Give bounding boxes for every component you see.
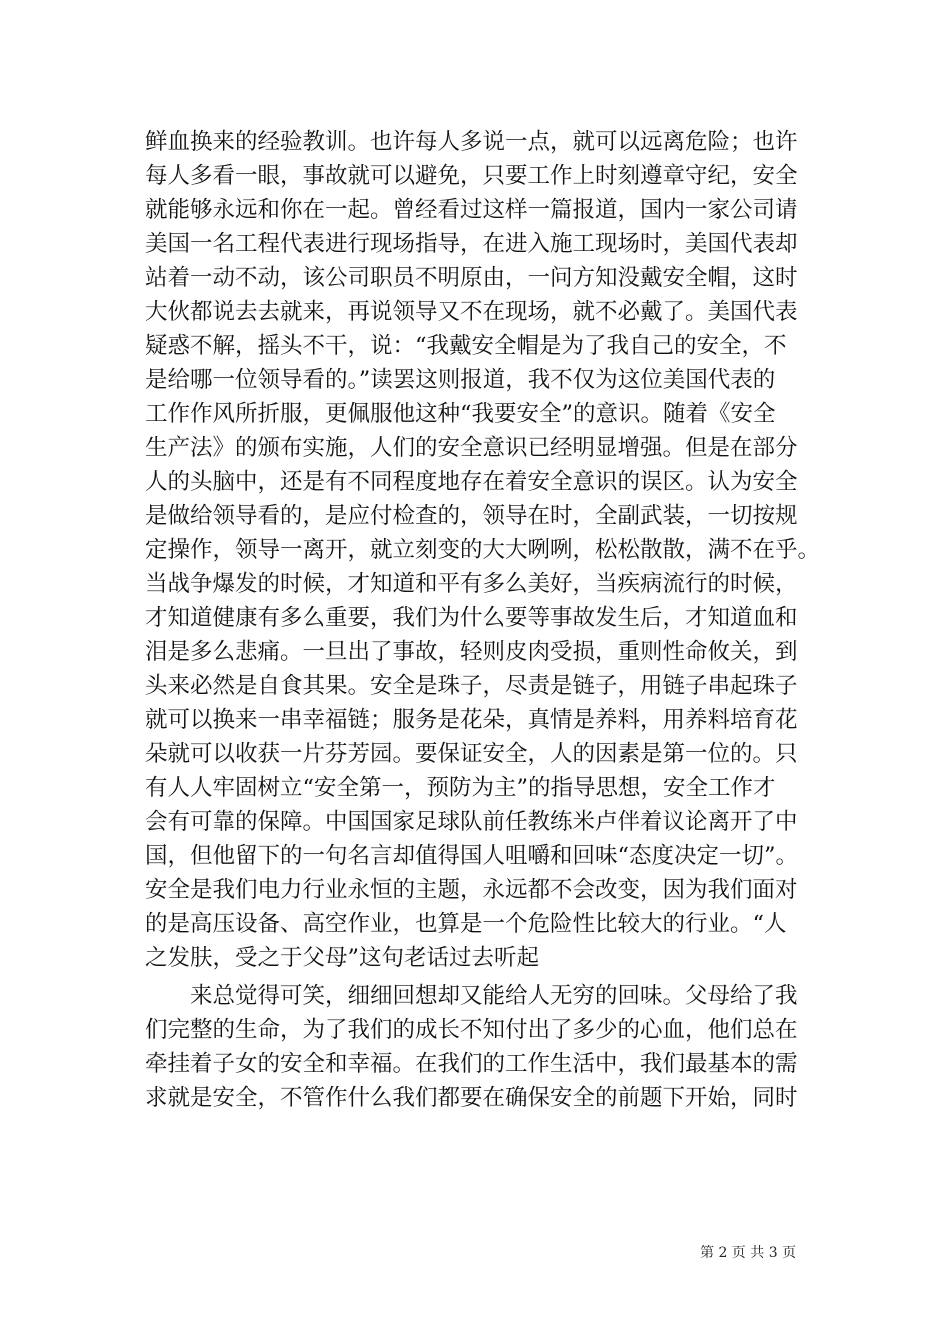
text-line: 人的头脑中，还是有不同程度地存在着安全意识的误区。认为安全 — [145, 469, 798, 495]
text-line: 朵就可以收获一片芬芳园。要保证安全，人的因素是第一位的。只 — [145, 741, 798, 767]
text-line: 美国一名工程代表进行现场指导，在进入施工现场时，美国代表却 — [145, 231, 798, 257]
text-line: 是做给领导看的，是应付检查的，领导在时，全副武装，一切按规 — [145, 503, 798, 529]
text-line: 每人多看一眼，事故就可以避免，只要工作上时刻遵章守纪，安全 — [145, 163, 798, 189]
text-line: 牵挂着子女的安全和幸福。在我们的工作生活中，我们最基本的需 — [145, 1051, 798, 1077]
text-line: 工作作风所折服，更佩服他这种“我要安全”的意识。随着《安全 — [145, 401, 776, 427]
text-line: 站着一动不动，该公司职员不明原由，一问方知没戴安全帽，这时 — [145, 265, 798, 291]
text-line: 会有可靠的保障。中国国家足球队前任教练米卢伴着议论离开了中 — [145, 809, 798, 835]
text-line: 有人人牢固树立“安全第一，预防为主”的指导思想，安全工作才 — [145, 775, 776, 801]
text-line: 疑惑不解，摇头不干，说：“我戴安全帽是为了我自己的安全，不 — [145, 333, 787, 359]
text-line: 大伙都说去去就来，再说领导又不在现场，就不必戴了。美国代表 — [145, 299, 798, 325]
text-line: 之发肤，受之于父母”这句老话过去听起 — [145, 945, 540, 971]
text-line: 当战争爆发的时候，才知道和平有多么美好，当疾病流行的时候， — [145, 571, 798, 597]
text-line: 国，但他留下的一句名言却值得国人咀嚼和回味“态度决定一切”。 — [145, 843, 799, 869]
text-line: 来总觉得可笑，细细回想却又能给人无穷的回味。父母给了我 — [145, 983, 798, 1009]
text-line: 泪是多么悲痛。一旦出了事故，轻则皮肉受损，重则性命攸关，到 — [145, 639, 798, 665]
text-line: 鲜血换来的经验教训。也许每人多说一点，就可以远离危险；也许 — [145, 129, 798, 155]
text-line: 求就是安全，不管作什么我们都要在确保安全的前题下开始，同时 — [145, 1085, 798, 1111]
text-line: 头来必然是自食其果。安全是珠子，尽责是链子，用链子串起珠子 — [145, 673, 798, 699]
text-line: 就能够永远和你在一起。曾经看过这样一篇报道，国内一家公司请 — [145, 197, 798, 223]
text-line: 定操作，领导一离开，就立刻变的大大咧咧，松松散散，满不在乎。 — [145, 537, 821, 563]
text-line: 是给哪一位领导看的。”读罢这则报道，我不仅为这位美国代表的 — [145, 367, 776, 393]
text-line: 就可以换来一串幸福链；服务是花朵，真情是养料，用养料培育花 — [145, 707, 798, 733]
page-indicator: 第 2 页 共 3 页 — [700, 1245, 797, 1261]
text-line: 安全是我们电力行业永恒的主题，永远都不会改变，因为我们面对 — [145, 877, 798, 903]
text-line: 们完整的生命，为了我们的成长不知付出了多少的心血，他们总在 — [145, 1017, 798, 1043]
text-line: 的是高压设备、高空作业，也算是一个危险性比较大的行业。“人 — [145, 911, 787, 937]
text-line: 才知道健康有多么重要，我们为什么要等事故发生后，才知道血和 — [145, 605, 798, 631]
text-line: 生产法》的颁布实施，人们的安全意识已经明显增强。但是在部分 — [145, 435, 798, 461]
